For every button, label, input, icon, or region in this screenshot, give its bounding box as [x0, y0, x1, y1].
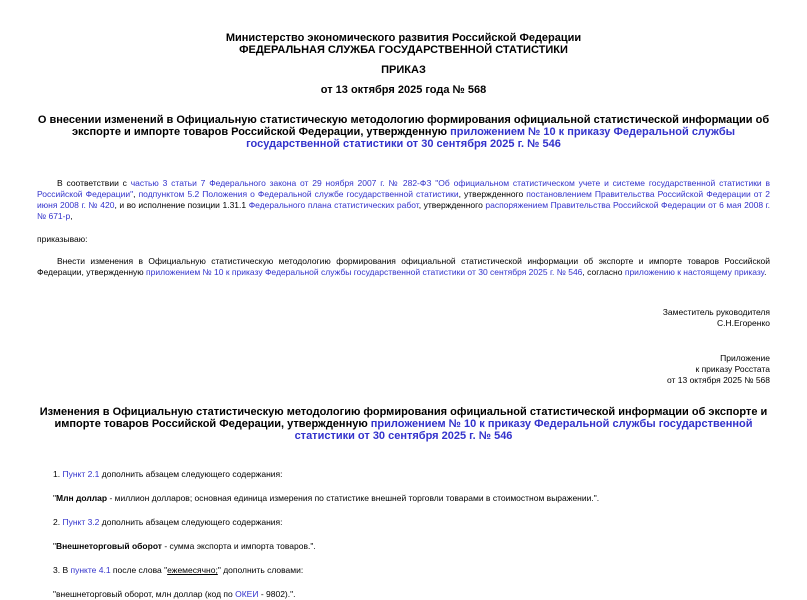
order-paragraph: [37, 256, 770, 278]
amendments-title: [37, 406, 770, 442]
document-link[interactable]: частью 3 статьи 7 Федерального закона от 29 ноября 2007 г. № 282-ФЗ "Об официальном статистическом учете и системе государственной статистики в Российской Федерации": [37, 178, 770, 199]
text-run: ,: [133, 189, 139, 199]
document-link[interactable]: постановлением Правительства Российской Федерации от 2 июня 2008 г. № 420: [37, 189, 770, 210]
text-run: после слова ": [110, 565, 168, 575]
ministry-name: Министерство экономического развития Российской Федерации: [225, 32, 582, 44]
text-run: , согласно: [582, 267, 625, 277]
text-run: Внести изменения в Официальную статистическую методологию формирования официальной статистической информации об экспорте и импорте товаров Российской Федерации, утвержденную: [37, 256, 770, 277]
document-link[interactable]: Пункт 2.1: [62, 469, 100, 479]
agency-name: ФЕДЕРАЛЬНАЯ СЛУЖБА ГОСУДАРСТВЕННОЙ СТАТИСТИКИ: [239, 44, 568, 56]
text-run: , и во исполнение позиции 1.31.1: [114, 200, 249, 210]
document-title: [37, 114, 770, 150]
text-run: дополнить абзацем следующего содержания:: [99, 517, 283, 527]
signatory-position: Заместитель руководителя: [662, 307, 770, 317]
appendix-order-reference: к приказу Росстата: [695, 364, 770, 374]
text-run: ": [53, 541, 57, 551]
text-run: В соответствии с: [57, 178, 131, 188]
signature-block: [37, 307, 770, 329]
amendment-item: [37, 517, 770, 528]
document-link[interactable]: ОКЕИ: [235, 589, 259, 599]
document-link[interactable]: приложением № 10 к приказу Федеральной службы государственной статистики от 30 сентября 2025 г. № 546: [146, 267, 583, 277]
amendment-item: [37, 469, 770, 480]
text-run: .: [764, 267, 767, 277]
text-run: - 9802).".: [258, 589, 296, 599]
amendment-item: [37, 541, 770, 552]
text-run: Изменения в Официальную статистическую методологию формирования официальной статистической информации об экспорте и импорте товаров Российской Федерации, утвержденную: [39, 406, 768, 430]
text-run: ": [53, 493, 57, 503]
text-run: ,: [70, 211, 73, 221]
order-word: приказываю:: [37, 234, 88, 244]
document-header: [37, 32, 770, 96]
amendments-list: [37, 469, 770, 600]
text-run: - миллион долларов; основная единица измерения по статистике внешней торговли товарами в стоимостном выражении.".: [107, 493, 600, 503]
text-run: О внесении изменений в Официальную статистическую методологию формирования официальной статистической информации об экспорте и импорте товаров Российской Федерации, утвержденную: [37, 114, 770, 138]
text-run: Млн доллар: [56, 493, 108, 503]
signatory-name: С.Н.Егоренко: [716, 318, 770, 328]
amendment-item: [37, 493, 770, 504]
amendment-item: [37, 589, 770, 600]
text-run: 1.: [53, 469, 63, 479]
text-run: " дополнить словами:: [217, 565, 304, 575]
document-date-number: от 13 октября 2025 года № 568: [320, 84, 487, 96]
text-run: 3. В: [53, 565, 71, 575]
document-type: ПРИКАЗ: [381, 64, 426, 76]
text-run: "внешнеторговый оборот, млн доллар (код по: [53, 589, 236, 599]
document-link[interactable]: подпунктом 5.2 Положения о Федеральной службе государственной статистики: [138, 189, 459, 199]
document-link[interactable]: приложением № 10 к приказу Федеральной службы государственной статистики от 30 сентября 2025 г. № 546: [294, 418, 753, 442]
text-run: Внешнеторговый оборот: [56, 541, 162, 551]
document-link[interactable]: распоряжением Правительства Российской Федерации от 6 мая 2008 г. № 671-р: [37, 200, 771, 221]
text-run: - сумма экспорта и импорта товаров.".: [161, 541, 316, 551]
text-run: , утвержденного: [458, 189, 527, 199]
text-run: , утвержденного: [418, 200, 486, 210]
document-link[interactable]: Пункт 3.2: [62, 517, 100, 527]
document-link[interactable]: пункте 4.1: [70, 565, 111, 575]
appendix-label: Приложение: [720, 353, 770, 363]
document-link[interactable]: Федерального плана статистических работ: [248, 200, 419, 210]
text-run: 2.: [53, 517, 63, 527]
appendix-reference-block: [37, 353, 770, 386]
text-run: ежемесячно;: [167, 565, 218, 575]
document-link[interactable]: приложением № 10 к приказу Федеральной службы государственной статистики от 30 сентября 2025 г. № 546: [246, 126, 736, 150]
preamble-paragraph: [37, 178, 770, 222]
appendix-order-date-number: от 13 октября 2025 № 568: [666, 375, 770, 385]
document-link[interactable]: приложению к настоящему приказу: [624, 267, 765, 277]
text-run: дополнить абзацем следующего содержания:: [99, 469, 283, 479]
